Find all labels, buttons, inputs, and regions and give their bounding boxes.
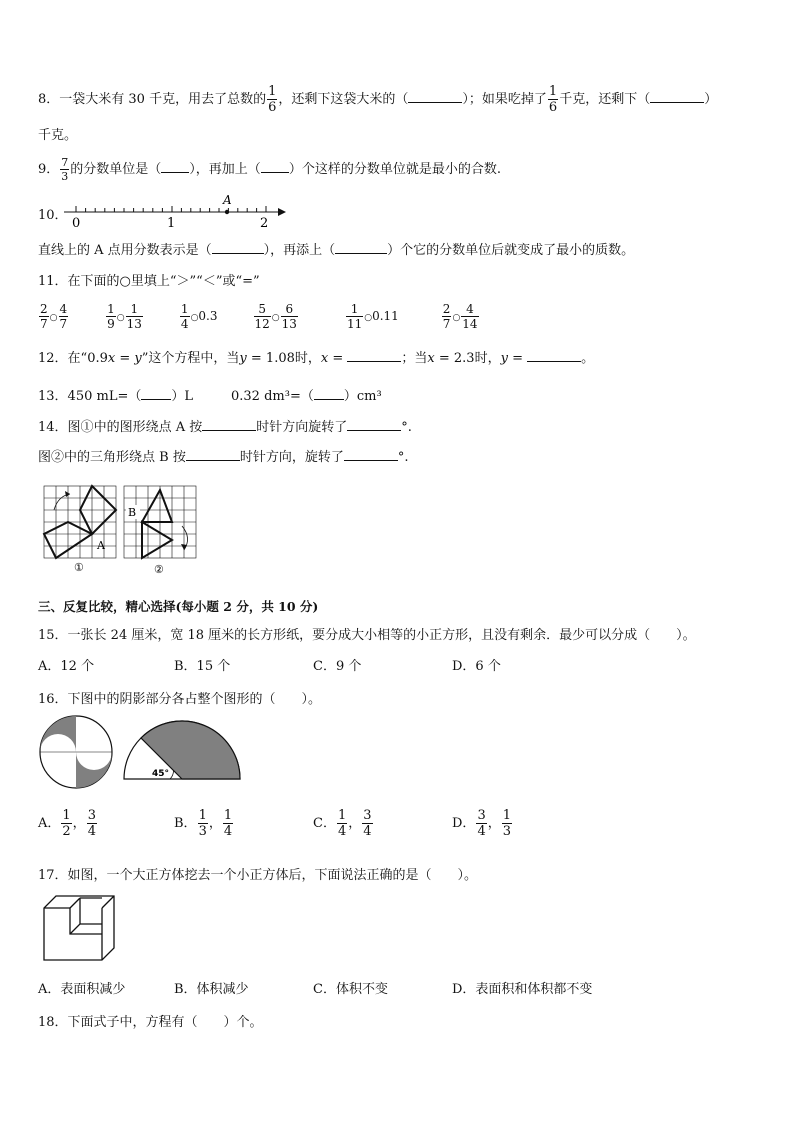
q11-right-fraction-numerator: 4 — [461, 303, 478, 317]
q8-text-2: ，还剩下这袋大米的（ — [278, 92, 409, 107]
q11-left-fraction-denominator: 9 — [107, 317, 115, 331]
q14-circle-1: ① — [80, 420, 94, 435]
option-a[interactable] — [38, 804, 98, 844]
q12-var-y-3: y — [500, 351, 508, 366]
option-separator: ， — [348, 816, 362, 831]
q11-comparison-item — [179, 302, 218, 331]
option-b[interactable]: B．体积减少 — [174, 982, 249, 997]
q11-left-fraction-numerator: 2 — [40, 302, 48, 316]
q14-circle-2: ② — [51, 450, 65, 465]
q12-text-8: = — [507, 351, 528, 366]
point-a-label: A — [223, 194, 232, 207]
tick-label-1: 1 — [167, 216, 176, 230]
tick-label-0: 0 — [72, 216, 81, 230]
pinwheel-circle-figure — [38, 714, 114, 790]
q8-answer-blank-2[interactable] — [650, 101, 704, 103]
q14-text-2c: 时针方向，旋转了 — [239, 450, 344, 465]
q12-answer-blank-1[interactable] — [347, 360, 401, 362]
q11-right-fraction-numerator: 1 — [126, 303, 143, 317]
q13-answer-blank-1[interactable] — [141, 398, 171, 400]
q11-left-fraction — [180, 303, 190, 330]
question-8-line2 — [38, 124, 77, 143]
q9-fraction: $\frac{7}{3}$ — [61, 156, 69, 183]
q12-answer-blank-2[interactable] — [527, 360, 581, 362]
q14-text-1b: 中的图形绕点 A 按 — [93, 420, 203, 435]
option-fraction-2 — [223, 809, 233, 838]
option-a[interactable]: A．表面积减少 — [38, 982, 126, 997]
q10-answer-blank-1[interactable] — [212, 252, 264, 254]
option-fraction-1-denominator: 3 — [198, 824, 207, 839]
number-line — [60, 194, 290, 230]
semicircle-sector-figure — [122, 713, 246, 783]
q11-comparison-item — [441, 302, 480, 331]
q11-left-fraction-numerator: 1 — [346, 303, 363, 317]
q11-right-value: 0.3 — [198, 309, 218, 323]
q12-text-7: = 2.3时， — [434, 351, 501, 366]
q11-comparison-item — [253, 302, 299, 331]
q12-text-2: = — [115, 351, 135, 366]
question-13-part-a — [38, 385, 193, 404]
q14-answer-blank-3[interactable] — [186, 459, 240, 461]
q12-text-6: ；当 — [401, 351, 428, 366]
cube-with-notch-figure — [40, 890, 124, 962]
option-fraction-2-denominator: 3 — [502, 824, 512, 839]
rotation-figure-1 — [40, 482, 120, 574]
point-a — [225, 210, 229, 214]
question-13-part-b — [231, 385, 382, 404]
option-fraction-2-denominator: 4 — [87, 824, 96, 839]
q8-text-1: 一袋大米有 30 千克，用去了总数的 — [59, 92, 267, 107]
q11-compare-circle[interactable]: ○ — [116, 313, 125, 323]
q14-text-1a: 14．图 — [38, 420, 81, 435]
rotation-figure-2 — [120, 482, 202, 576]
q11-right-fraction — [59, 303, 69, 330]
q13-text-a: 13．450 mL=（ — [38, 389, 142, 404]
q11-compare-circle[interactable]: ○ — [364, 313, 373, 323]
shape-2 — [142, 490, 172, 558]
question-16: 16．下图中的阴影部分各占整个图形的（ ）。 — [38, 692, 322, 707]
q11-right-fraction-numerator: 4 — [59, 302, 68, 316]
q14-text-2b: 中的三角形绕点 B 按 — [64, 450, 186, 465]
q11-right-fraction-denominator: 14 — [462, 317, 478, 331]
q11-left-fraction — [346, 303, 363, 330]
q12-text-1: 12．在“0.9 — [38, 351, 108, 366]
q11-left-fraction — [442, 303, 452, 330]
q8-text-6: 千克。 — [38, 128, 78, 143]
option-fraction-1 — [337, 809, 347, 838]
q8-fraction-2: $\frac{1}{6}$ — [548, 84, 558, 115]
q11-right-fraction-denominator: 13 — [281, 317, 297, 331]
question-9 — [38, 152, 501, 188]
q11-right-fraction-numerator: 6 — [281, 303, 298, 317]
figure-1-caption: ① — [74, 561, 84, 574]
question-10-text — [38, 239, 634, 258]
option-fraction-2 — [362, 809, 372, 838]
option-c[interactable] — [313, 804, 374, 844]
q11-left-fraction-numerator: 1 — [180, 302, 189, 316]
q13-text-b: ）L — [171, 389, 193, 404]
q12-text-5: = — [328, 351, 348, 366]
q11-left-fraction-denominator: 7 — [442, 317, 451, 331]
option-separator: ， — [208, 816, 222, 831]
q11-left-fraction — [254, 303, 271, 330]
option-label: A． — [38, 816, 61, 831]
q11-left-fraction-numerator: 2 — [442, 302, 451, 316]
q11-left-fraction-denominator: 4 — [180, 317, 189, 331]
q8-text-4: 千克，还剩下（ — [559, 92, 651, 107]
q8-number: 8． — [38, 92, 60, 107]
q9-number: 9． — [38, 162, 60, 177]
q13-text-c: 0.32 dm³=（ — [231, 389, 314, 404]
option-fraction-1-denominator: 4 — [337, 824, 347, 839]
q11-left-fraction-denominator: 11 — [346, 317, 363, 331]
q14-text-1d: °. — [401, 420, 412, 435]
option-c[interactable]: C．体积不变 — [313, 982, 388, 997]
q9-answer-blank-2[interactable] — [261, 171, 289, 173]
option-b[interactable] — [174, 804, 234, 844]
q9-text-3: ）个这样的分数单位就是最小的合数. — [288, 162, 501, 177]
q11-left-fraction-denominator: 12 — [254, 317, 270, 331]
q11-right-fraction — [461, 303, 478, 330]
q11-comparison-item — [38, 302, 69, 331]
q12-var-y: y — [134, 351, 142, 366]
option-separator: ， — [487, 816, 501, 831]
q11-compare-circle[interactable]: ○ — [190, 313, 199, 323]
q11-right-fraction — [126, 303, 143, 330]
q11-title: 11．在下面的○里填上“＞”“＜”或“=” — [38, 274, 260, 289]
option-fraction-2 — [502, 809, 512, 838]
q10-text-2: ），再添上（ — [263, 243, 336, 258]
option-label: C． — [313, 816, 336, 831]
point-b-label-fig2: B — [128, 506, 137, 519]
q11-comparison-item — [105, 302, 144, 331]
point-a-label-fig1: A — [97, 539, 105, 552]
question-14-line2 — [38, 446, 409, 465]
option-label: D． — [452, 816, 476, 831]
number-line-ticks — [76, 206, 266, 212]
q10-answer-blank-2[interactable] — [335, 252, 387, 254]
q11-left-fraction — [106, 303, 116, 330]
q14-text-2d: °. — [397, 450, 409, 465]
option-d[interactable] — [452, 804, 513, 844]
option-fraction-2-numerator: 1 — [223, 808, 233, 823]
option-fraction-1-denominator: 2 — [62, 824, 71, 839]
option-a[interactable]: A．12 个 — [38, 659, 95, 674]
q11-left-fraction-denominator: 7 — [40, 317, 48, 331]
option-label: B． — [174, 816, 197, 831]
option-fraction-1-numerator: 1 — [62, 808, 71, 823]
option-fraction-1 — [61, 809, 71, 838]
option-fraction-2-numerator: 3 — [363, 808, 372, 823]
option-fraction-2 — [87, 809, 97, 838]
q10-text-1: 直线上的 A 点用分数表示是（ — [38, 243, 212, 258]
q11-right-fraction-denominator: 13 — [126, 317, 142, 331]
q12-var-x: x — [107, 351, 116, 366]
option-fraction-1 — [476, 809, 486, 838]
q8-fraction-1: $\frac{1}{6}$ — [268, 84, 277, 115]
q9-answer-blank-1[interactable] — [161, 171, 189, 173]
option-c[interactable]: C．9 个 — [313, 659, 362, 674]
q11-compare-circle[interactable]: ○ — [49, 313, 58, 323]
q10-text-3: ）个它的分数单位后就变成了最小的质数。 — [387, 243, 635, 258]
option-fraction-2-denominator: 4 — [223, 824, 233, 839]
rotation-arrow-1 — [54, 494, 70, 510]
q9-text-1: 的分数单位是（ — [70, 162, 162, 177]
q11-right-value: 0.11 — [372, 309, 399, 323]
q12-var-y-2: y — [239, 351, 247, 366]
option-fraction-1-numerator: 1 — [198, 808, 207, 823]
option-d[interactable]: D．表面积和体积都不变 — [452, 982, 593, 997]
q12-text-4: = 1.08时， — [246, 351, 321, 366]
q13-answer-blank-2[interactable] — [314, 398, 344, 400]
option-b[interactable]: B．15 个 — [174, 659, 231, 674]
q12-var-x-3: x — [427, 351, 435, 366]
q8-text-5: ） — [704, 92, 718, 107]
figure-2-caption: ② — [154, 563, 164, 576]
q14-answer-blank-1[interactable] — [202, 429, 256, 431]
q11-comparison-item — [345, 302, 399, 331]
q14-text-2a: 图 — [38, 450, 52, 465]
option-d[interactable]: D．6 个 — [452, 659, 501, 674]
q11-items — [38, 298, 480, 334]
q11-compare-circle[interactable]: ○ — [271, 313, 280, 323]
question-12 — [38, 347, 594, 366]
question-17: 17．如图，一个大正方体挖去一个小正方体后，下面说法正确的是（ ）。 — [38, 868, 478, 883]
q11-left-fraction-numerator: 1 — [107, 302, 115, 316]
section-3-heading: 三、反复比较，精心选择(每小题 2 分，共 10 分) — [38, 599, 319, 614]
q11-right-fraction-denominator: 7 — [59, 317, 68, 331]
q14-text-1c: 时针方向旋转了 — [256, 420, 348, 435]
q13-text-d: ）cm³ — [343, 389, 382, 404]
option-separator: ， — [72, 816, 86, 831]
q11-left-fraction-numerator: 5 — [254, 303, 271, 317]
question-8-line1 — [38, 80, 717, 120]
q14-answer-blank-2[interactable] — [347, 429, 401, 431]
q8-text-3: ）；如果吃掉了 — [462, 92, 547, 107]
option-fraction-2-numerator: 3 — [87, 808, 96, 823]
option-fraction-1-numerator: 1 — [337, 808, 347, 823]
q9-text-2: ），再加上（ — [189, 162, 261, 177]
option-fraction-2-denominator: 4 — [363, 824, 372, 839]
option-fraction-2-numerator: 1 — [502, 808, 512, 823]
q8-answer-blank-1[interactable] — [408, 101, 462, 103]
q11-left-fraction — [39, 303, 49, 330]
q12-text-3: ”这个方程中，当 — [141, 351, 240, 366]
q10-number: 10． — [38, 208, 68, 223]
q12-var-x-2: x — [320, 351, 329, 366]
option-fraction-1 — [198, 809, 208, 838]
q14-answer-blank-4[interactable] — [344, 459, 398, 461]
q11-right-fraction — [281, 303, 298, 330]
angle-label: 45° — [152, 769, 170, 779]
question-15: 15．一张长 24 厘米，宽 18 厘米的长方形纸，要分成大小相等的小正方形，且没有剩余．最少可以分成（ ）。 — [38, 628, 696, 643]
q12-text-9: 。 — [581, 351, 595, 366]
q11-compare-circle[interactable]: ○ — [452, 313, 461, 323]
option-fraction-1-denominator: 4 — [477, 824, 486, 839]
option-fraction-1-numerator: 3 — [477, 808, 486, 823]
question-18: 18．下面式子中，方程有（ ）个。 — [38, 1015, 263, 1030]
question-14-line1 — [38, 416, 412, 435]
tick-label-2: 2 — [260, 216, 269, 230]
